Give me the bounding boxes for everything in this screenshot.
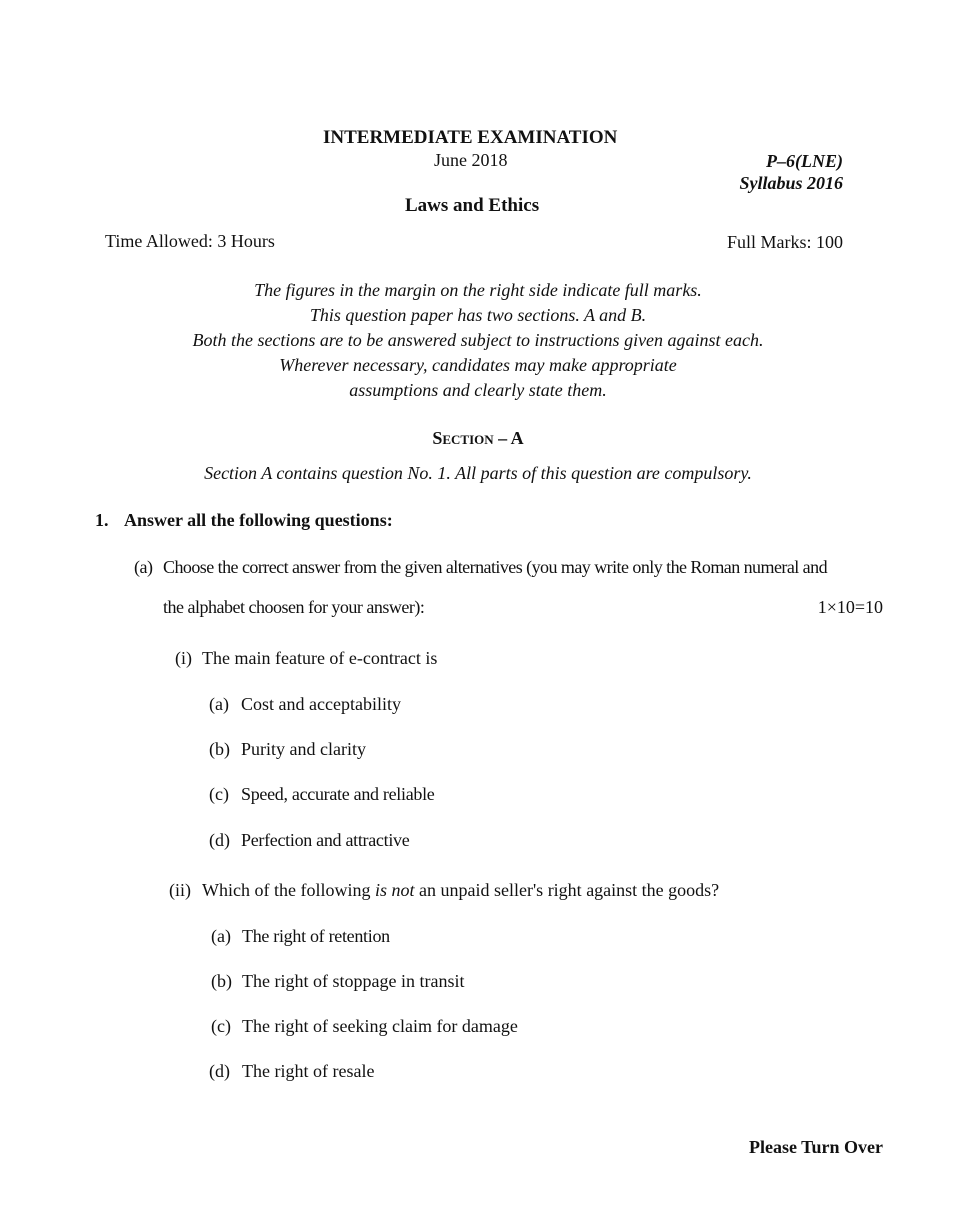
time-allowed: Time Allowed: 3 Hours <box>105 231 275 251</box>
option-label: (b) <box>211 971 232 991</box>
option-text: Purity and clarity <box>241 739 366 759</box>
option-label: (c) <box>211 1016 231 1036</box>
question-heading: Answer all the following questions: <box>124 510 393 530</box>
instruction-line: This question paper has two sections. A and B. <box>309 305 647 325</box>
section-title: Section – A <box>432 428 524 448</box>
section-note: Section A contains question No. 1. All parts of this question are compulsory. <box>204 463 752 483</box>
option-label: (a) <box>209 694 229 714</box>
question-text-part: an unpaid seller's right against the goods? <box>414 880 720 900</box>
option-label: (b) <box>209 739 230 759</box>
option-label: (d) <box>209 1061 230 1081</box>
sub-question-i-text: The main feature of e-contract is <box>202 648 438 668</box>
syllabus: Syllabus 2016 <box>739 173 843 193</box>
option-label: (d) <box>209 830 230 850</box>
question-text-emphasis: is not <box>374 880 415 900</box>
full-marks: Full Marks: 100 <box>726 232 843 252</box>
option-text: The right of resale <box>242 1061 375 1081</box>
exam-session: June 2018 <box>434 150 508 170</box>
option-text: The right of stoppage in transit <box>242 971 465 991</box>
option-text: Cost and acceptability <box>241 694 401 714</box>
part-a-label: (a) <box>134 557 153 577</box>
please-turn-over: Please Turn Over <box>749 1137 883 1157</box>
exam-title: INTERMEDIATE EXAMINATION <box>323 127 618 148</box>
option-text: The right of retention <box>242 926 390 946</box>
instruction-line: assumptions and clearly state them. <box>349 380 607 400</box>
part-a-text: Choose the correct answer from the given alternatives (you may write only the Roman numeral and <box>163 557 828 577</box>
subject-title: Laws and Ethics <box>405 195 540 216</box>
instruction-line: The figures in the margin on the right side indicate full marks. <box>254 280 702 300</box>
part-a-text-continued: the alphabet choosen for your answer): <box>163 597 425 617</box>
part-a-marks: 1×10=10 <box>817 597 883 617</box>
sub-question-ii-text <box>202 880 719 901</box>
option-text: The right of seeking claim for damage <box>242 1016 518 1036</box>
sub-question-i-label: (i) <box>175 648 192 668</box>
instruction-line: Wherever necessary, candidates may make appropriate <box>279 355 677 375</box>
question-text-part: Which of the following <box>202 880 375 900</box>
option-text: Perfection and attractive <box>241 830 410 850</box>
question-number: 1. <box>95 510 109 530</box>
option-text: Speed, accurate and reliable <box>241 784 435 804</box>
instruction-line: Both the sections are to be answered subject to instructions given against each. <box>192 330 764 350</box>
option-label: (a) <box>211 926 231 946</box>
option-label: (c) <box>209 784 229 804</box>
paper-code: P–6(LNE) <box>766 151 843 171</box>
sub-question-ii-label: (ii) <box>169 880 191 900</box>
